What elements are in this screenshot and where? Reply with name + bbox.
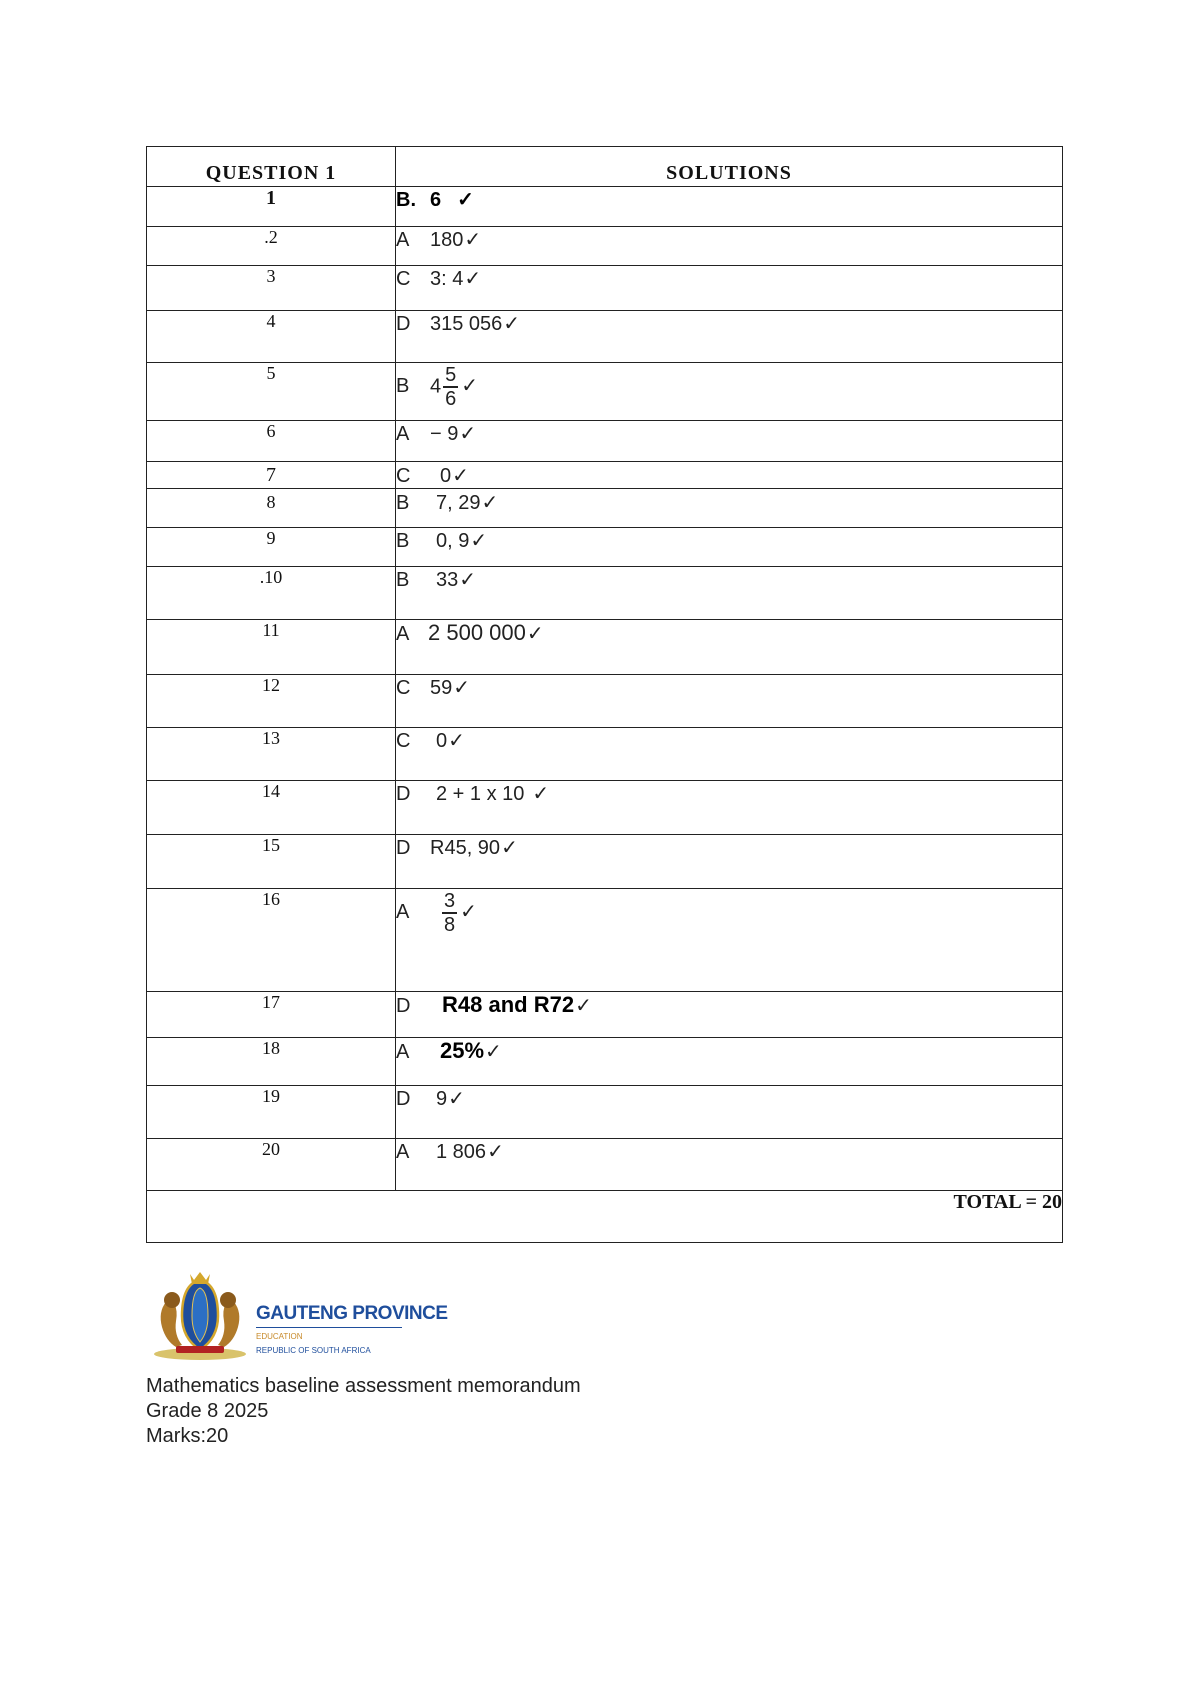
question-number: 17 <box>147 992 396 1038</box>
answer-value: 0 <box>440 465 452 487</box>
answer-value: − 9 <box>430 423 459 445</box>
answer-cell <box>396 227 1063 266</box>
crown-icon <box>190 1272 210 1284</box>
check-icon: ✓ <box>461 375 479 398</box>
answer-cell <box>396 421 1063 462</box>
answer-value: R48 and R72 <box>442 992 575 1017</box>
lion-right-head <box>220 1292 236 1308</box>
answer-option: A <box>396 229 410 251</box>
table-row <box>147 311 1063 363</box>
answer-cell <box>396 528 1063 567</box>
answer-value: 1 806 <box>436 1141 487 1163</box>
question-number: 15 <box>147 835 396 889</box>
answer-value: 0, 9 <box>436 530 470 552</box>
question-number: 1 <box>147 187 396 227</box>
answer-cell <box>396 835 1063 889</box>
question-number: 4 <box>147 311 396 363</box>
footer-marks: Marks:20 <box>146 1425 229 1447</box>
lion-right-icon <box>218 1302 239 1347</box>
question-number: 5 <box>147 363 396 421</box>
question-number: 20 <box>147 1139 396 1191</box>
question-number: 7 <box>147 462 396 489</box>
check-icon: ✓ <box>501 837 518 859</box>
header-solutions: SOLUTIONS <box>396 147 1063 187</box>
memo-table <box>146 146 1063 1243</box>
check-icon: ✓ <box>464 268 482 290</box>
answer-value: 315 056 <box>430 313 503 335</box>
table-row <box>147 889 1063 992</box>
answer-cell <box>396 728 1063 781</box>
table-row <box>147 835 1063 889</box>
answer-fraction <box>443 365 458 409</box>
table-row <box>147 675 1063 728</box>
total-marks: TOTAL = 20 <box>147 1191 1063 1243</box>
table-row <box>147 992 1063 1038</box>
answer-cell <box>396 567 1063 620</box>
question-number: .2 <box>147 227 396 266</box>
table-total-row <box>147 1191 1063 1243</box>
answer-cell <box>396 363 1063 421</box>
answer-cell <box>396 781 1063 835</box>
table-row <box>147 266 1063 311</box>
answer-option: C <box>396 730 411 752</box>
answer-value: 0 <box>436 730 448 752</box>
answer-value: 2 + 1 x 10 <box>436 783 525 805</box>
answer-option: C <box>396 677 411 699</box>
table-row <box>147 1086 1063 1139</box>
table-row <box>147 1038 1063 1086</box>
answer-value: 59 <box>430 677 453 699</box>
table-row <box>147 620 1063 675</box>
answer-value: 2 500 000 <box>428 620 526 645</box>
check-icon: ✓ <box>448 1088 465 1110</box>
table-row <box>147 489 1063 528</box>
question-number: 11 <box>147 620 396 675</box>
logo-country: REPUBLIC OF SOUTH AFRICA <box>256 1346 371 1355</box>
table-row <box>147 567 1063 620</box>
check-icon: ✓ <box>526 623 544 645</box>
answer-cell <box>396 311 1063 363</box>
answer-option: A <box>396 623 410 645</box>
answer-option: A <box>396 901 410 924</box>
question-number: 16 <box>147 889 396 992</box>
answer-option: D <box>396 313 411 335</box>
answer-value: 33 <box>436 569 459 591</box>
check-icon: ✓ <box>485 1041 502 1063</box>
logo-title: GAUTENG PROVINCE <box>256 1303 448 1324</box>
check-icon: ✓ <box>481 492 499 514</box>
answer-option: B <box>396 492 410 514</box>
answer-whole: 4 <box>430 375 442 398</box>
answer-cell <box>396 620 1063 675</box>
logo-divider <box>256 1327 402 1328</box>
answer-value: 180 <box>430 229 464 251</box>
answer-option: A <box>396 423 410 445</box>
table-header <box>147 147 1063 187</box>
question-number: 13 <box>147 728 396 781</box>
answer-cell <box>396 1086 1063 1139</box>
answer-option: C <box>396 465 411 487</box>
header-question: QUESTION 1 <box>147 147 396 187</box>
answer-option: B <box>396 375 410 398</box>
fraction-denominator: 8 <box>444 914 456 936</box>
answer-value: 7, 29 <box>436 492 481 514</box>
check-icon: ✓ <box>464 229 482 251</box>
answer-cell <box>396 489 1063 528</box>
motto-banner <box>176 1346 224 1353</box>
check-icon: ✓ <box>453 677 471 699</box>
answer-cell <box>396 1038 1063 1086</box>
check-icon: ✓ <box>448 730 465 752</box>
answer-value: 3: 4 <box>430 268 464 290</box>
answer-cell <box>396 889 1063 992</box>
check-icon: ✓ <box>532 783 550 805</box>
answer-cell <box>396 992 1063 1038</box>
lion-left-head <box>164 1292 180 1308</box>
answer-value: 25% <box>440 1038 485 1063</box>
logo-text <box>256 1303 448 1355</box>
answer-cell <box>396 675 1063 728</box>
lion-left-icon <box>161 1302 182 1347</box>
answer-cell <box>396 187 1063 227</box>
table-row <box>147 781 1063 835</box>
question-number: 18 <box>147 1038 396 1086</box>
fraction-numerator: 3 <box>444 890 456 912</box>
answer-fraction <box>442 891 457 935</box>
check-icon: ✓ <box>487 1141 504 1163</box>
answer-value: R45, 90 <box>430 837 501 859</box>
logo-department: EDUCATION <box>256 1332 303 1341</box>
answer-value: 6 <box>430 189 442 211</box>
table-row <box>147 728 1063 781</box>
question-number: 3 <box>147 266 396 311</box>
check-icon: ✓ <box>470 530 488 552</box>
table-row <box>147 363 1063 421</box>
answer-cell <box>396 462 1063 489</box>
check-icon: ✓ <box>452 465 469 487</box>
question-number: 6 <box>147 421 396 462</box>
footer <box>146 1374 581 1449</box>
table-row <box>147 462 1063 489</box>
answer-cell <box>396 266 1063 311</box>
check-icon: ✓ <box>575 995 592 1017</box>
answer-option: D <box>396 995 411 1017</box>
answer-option: A <box>396 1041 410 1063</box>
answer-option: D <box>396 1088 411 1110</box>
answer-option: D <box>396 783 411 805</box>
table-row <box>147 528 1063 567</box>
check-icon: ✓ <box>459 569 477 591</box>
question-number: .10 <box>147 567 396 620</box>
check-icon: ✓ <box>457 189 474 211</box>
fraction-numerator: 5 <box>445 364 457 386</box>
answer-option: B <box>396 530 410 552</box>
question-number: 19 <box>147 1086 396 1139</box>
answer-option: D <box>396 837 411 859</box>
answer-option: A <box>396 1141 410 1163</box>
table-row <box>147 421 1063 462</box>
fraction-denominator: 6 <box>445 388 457 410</box>
check-icon: ✓ <box>503 313 521 335</box>
answer-cell <box>396 1139 1063 1191</box>
footer-grade: Grade 8 2025 <box>146 1400 269 1422</box>
footer-title: Mathematics baseline assessment memorandum <box>146 1375 581 1397</box>
question-number: 8 <box>147 489 396 528</box>
table-row <box>147 1139 1063 1191</box>
answer-option: B <box>396 569 410 591</box>
check-icon: ✓ <box>460 901 477 924</box>
check-icon: ✓ <box>459 423 477 445</box>
answer-option: B. <box>396 189 416 211</box>
answer-option: C <box>396 268 411 290</box>
answer-value: 9 <box>436 1088 448 1110</box>
table-row <box>147 227 1063 266</box>
question-number: 12 <box>147 675 396 728</box>
question-number: 14 <box>147 781 396 835</box>
question-number: 9 <box>147 528 396 567</box>
table-row <box>147 187 1063 227</box>
